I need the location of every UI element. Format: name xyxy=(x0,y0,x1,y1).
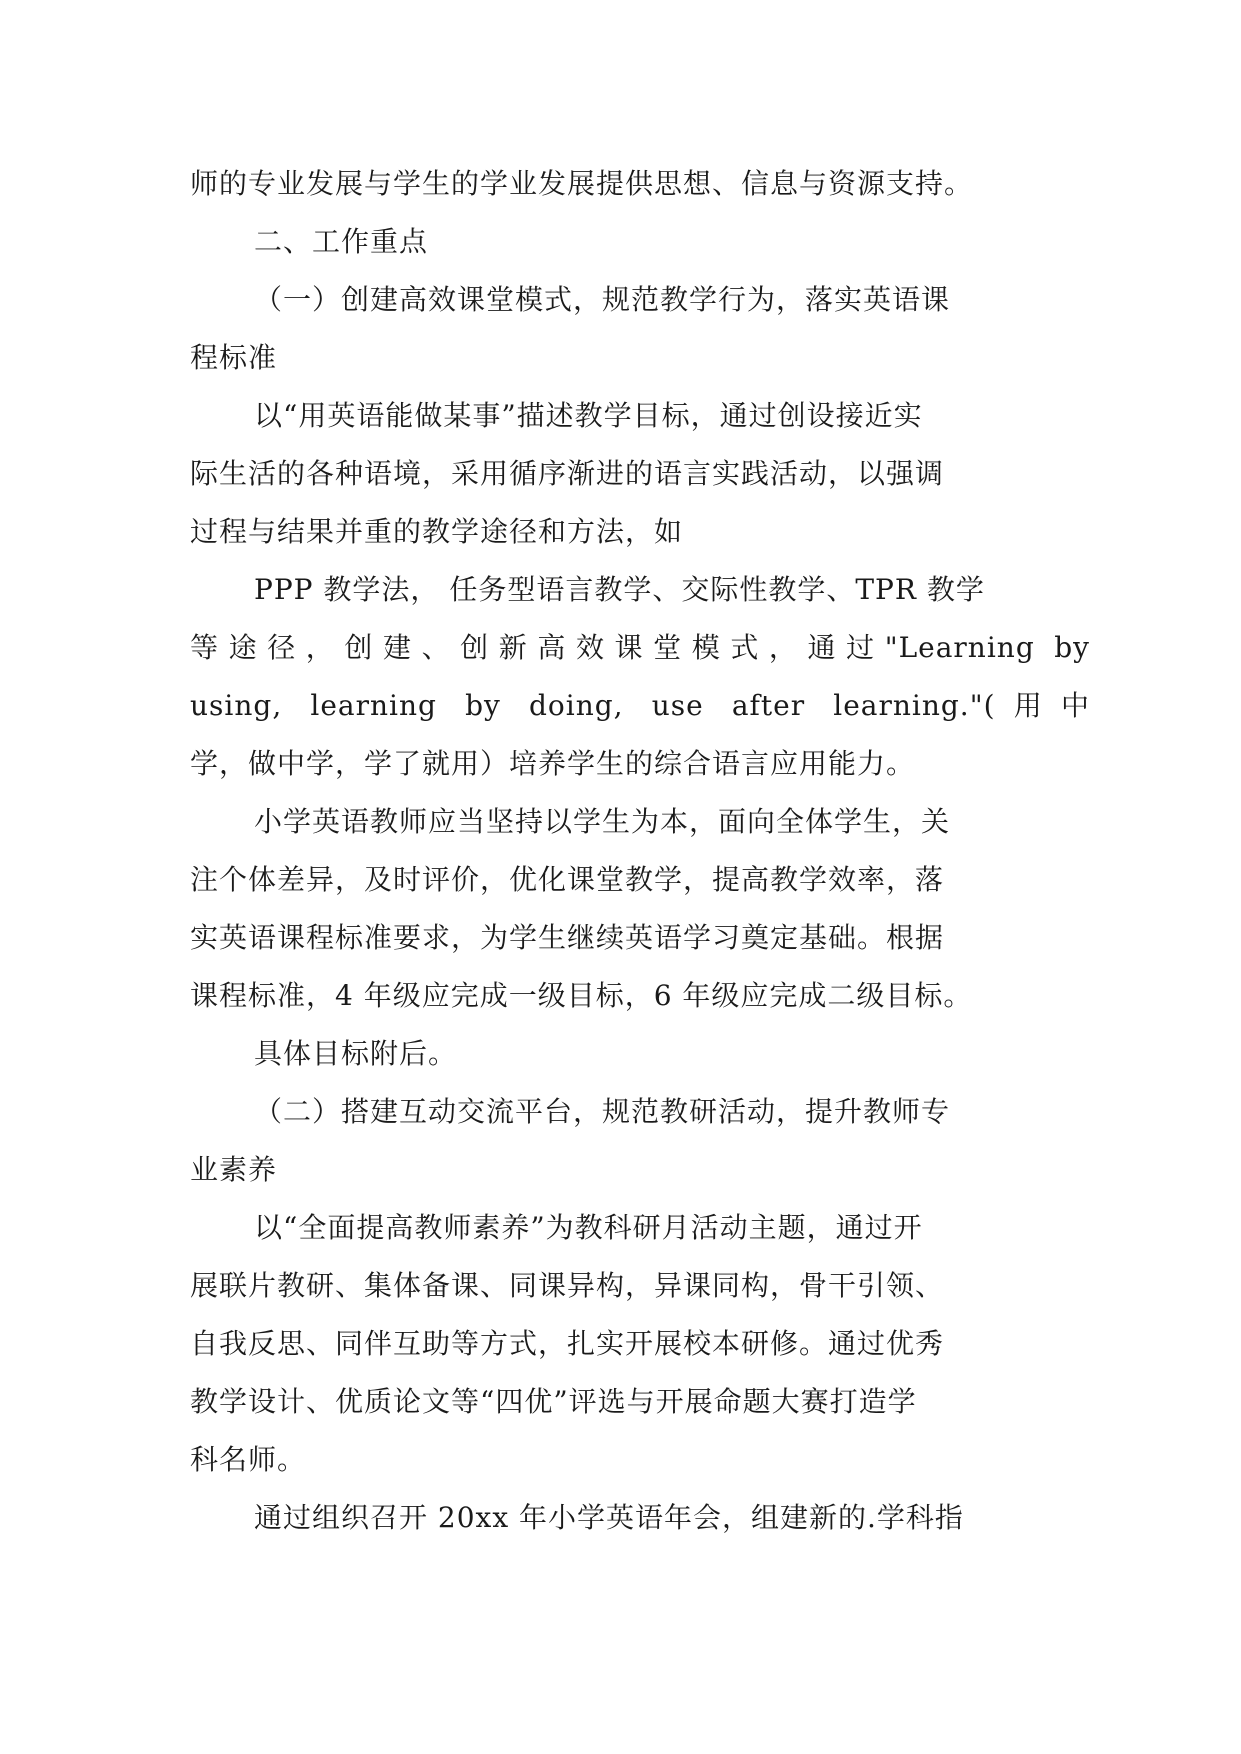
subsection-heading-continued: 业素养 xyxy=(190,1153,278,1186)
text-line: 通过组织召开 20xx 年小学英语年会，组建新的.学科指 xyxy=(254,1501,964,1534)
text-line: 小学英语教师应当坚持以学生为本，面向全体学生，关 xyxy=(254,805,951,838)
text-line: 师的专业发展与学生的学业发展提供思想、信息与资源支持。 xyxy=(190,167,974,200)
text-line: 科名师。 xyxy=(190,1443,307,1476)
text-line: 具体目标附后。 xyxy=(254,1037,458,1070)
text-line: 教学设计、优质论文等“四优”评选与开展命题大赛打造学 xyxy=(190,1385,917,1418)
section-heading: 二、工作重点 xyxy=(254,225,429,258)
text-line: using, learning by doing, use after learning."(用中 xyxy=(190,689,1090,722)
text-line: 实英语课程标准要求，为学生继续英语学习奠定基础。根据 xyxy=(190,921,945,954)
subsection-heading-continued: 程标准 xyxy=(190,341,278,374)
text-line: 自我反思、同伴互助等方式，扎实开展校本研修。通过优秀 xyxy=(190,1327,945,1360)
subsection-heading: （二）搭建互动交流平台，规范教研活动，提升教师专 xyxy=(254,1095,951,1128)
text-line: 展联片教研、集体备课、同课异构，异课同构，骨干引领、 xyxy=(190,1269,945,1302)
text-line: 课程标准，4 年级应完成一级目标，6 年级应完成二级目标。 xyxy=(190,979,973,1012)
document-body xyxy=(190,155,1090,1547)
subsection-heading: （一）创建高效课堂模式，规范教学行为，落实英语课 xyxy=(254,283,951,316)
text-line: 学，做中学，学了就用）培养学生的综合语言应用能力。 xyxy=(190,747,916,780)
text-line: 际生活的各种语境，采用循序渐进的语言实践活动，以强调 xyxy=(190,457,945,490)
text-line: 以“用英语能做某事”描述教学目标，通过创设接近实 xyxy=(254,399,923,432)
text-line: 等途径，创建、创新高效课堂模式，通过"Learning by xyxy=(190,631,1090,664)
text-line: 注个体差异，及时评价，优化课堂教学，提高教学效率，落 xyxy=(190,863,945,896)
text-line: 过程与结果并重的教学途径和方法，如 xyxy=(190,515,684,548)
text-line: PPP 教学法， 任务型语言教学、交际性教学、TPR 教学 xyxy=(254,573,985,606)
text-line: 以“全面提高教师素养”为教科研月活动主题，通过开 xyxy=(254,1211,923,1244)
